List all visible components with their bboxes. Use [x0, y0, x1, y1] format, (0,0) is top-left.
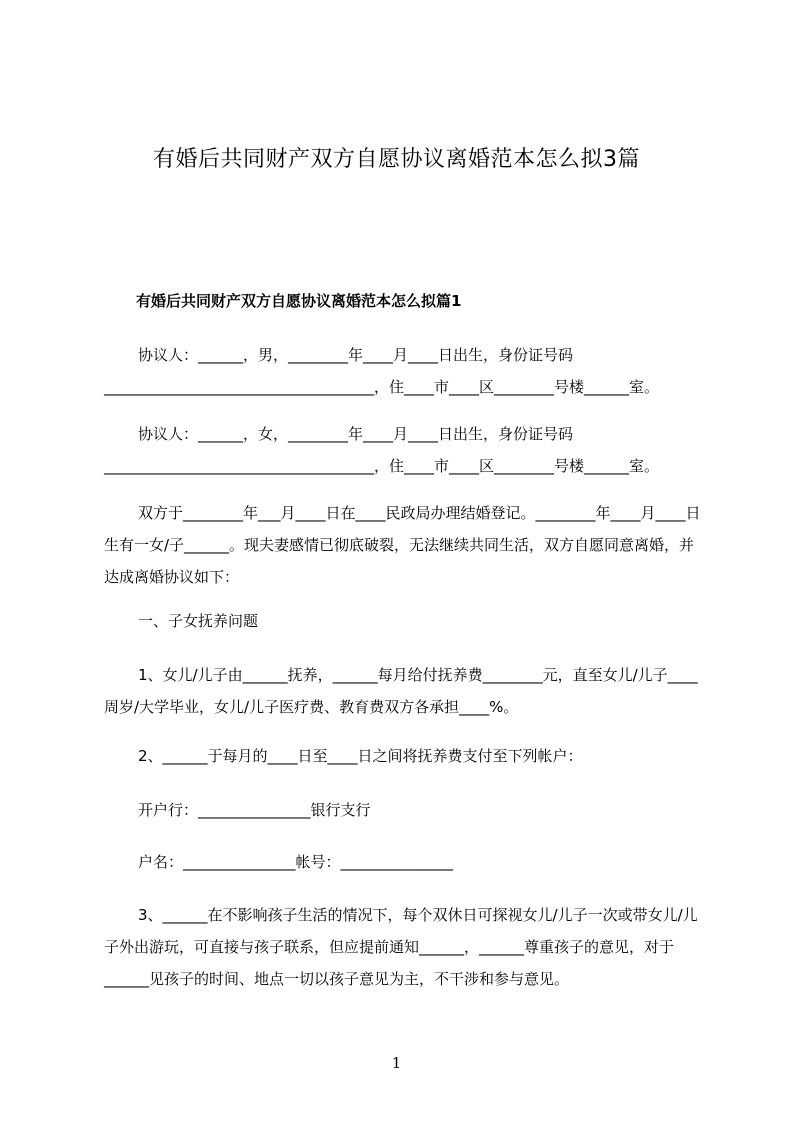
paragraph-party-female: 协议人：______，女，________年____月____日出生，身份证号码____________________________________，住____市____区________号楼______室。	[104, 425, 660, 475]
paragraph-marriage-registration: 双方于________年___月____日在____民政局办理结婚登记。________年____月____日生有一女/子______。现夫妻感情已彻底破裂，无法继续共同生活，双方自愿同意离婚，并达成离婚协议如下：	[104, 504, 701, 586]
page-number: 1	[391, 1054, 402, 1072]
document-title: 有婚后共同财产双方自愿协议离婚范本怎么拟3篇	[153, 147, 640, 172]
paragraph-account: 户名：_______________帐号：_______________	[138, 853, 454, 871]
heading-child-custody: 一、子女抚养问题	[138, 612, 259, 630]
paragraph-clause-1: 1、女儿/儿子由______抚养，______每月给付抚养费________元，直至女儿/儿子____周岁/大学毕业，女儿/儿子医疗费、教育费双方各承担____%。	[104, 666, 698, 716]
paragraph-clause-2: 2、______于每月的____日至____日之间将抚养费支付至下列帐户：	[138, 747, 583, 765]
paragraph-party-male: 协议人：______，男，________年____月____日出生，身份证号码____________________________________，住____市____区________号楼______室。	[104, 346, 660, 396]
paragraph-bank: 开户行：_______________银行支行	[138, 801, 371, 819]
paragraph-clause-3: 3、______在不影响孩子生活的情况下，每个双休日可探视女儿/儿子一次或带女儿/儿子外出游玩，可直接与孩子联系，但应提前通知______，______尊重孩子的意见，对于______见孩子的时间、地点一切以孩子意见为主，不干涉和参与意见。	[104, 906, 698, 988]
section-title: 有婚后共同财产双方自愿协议离婚范本怎么拟篇1	[136, 292, 462, 310]
